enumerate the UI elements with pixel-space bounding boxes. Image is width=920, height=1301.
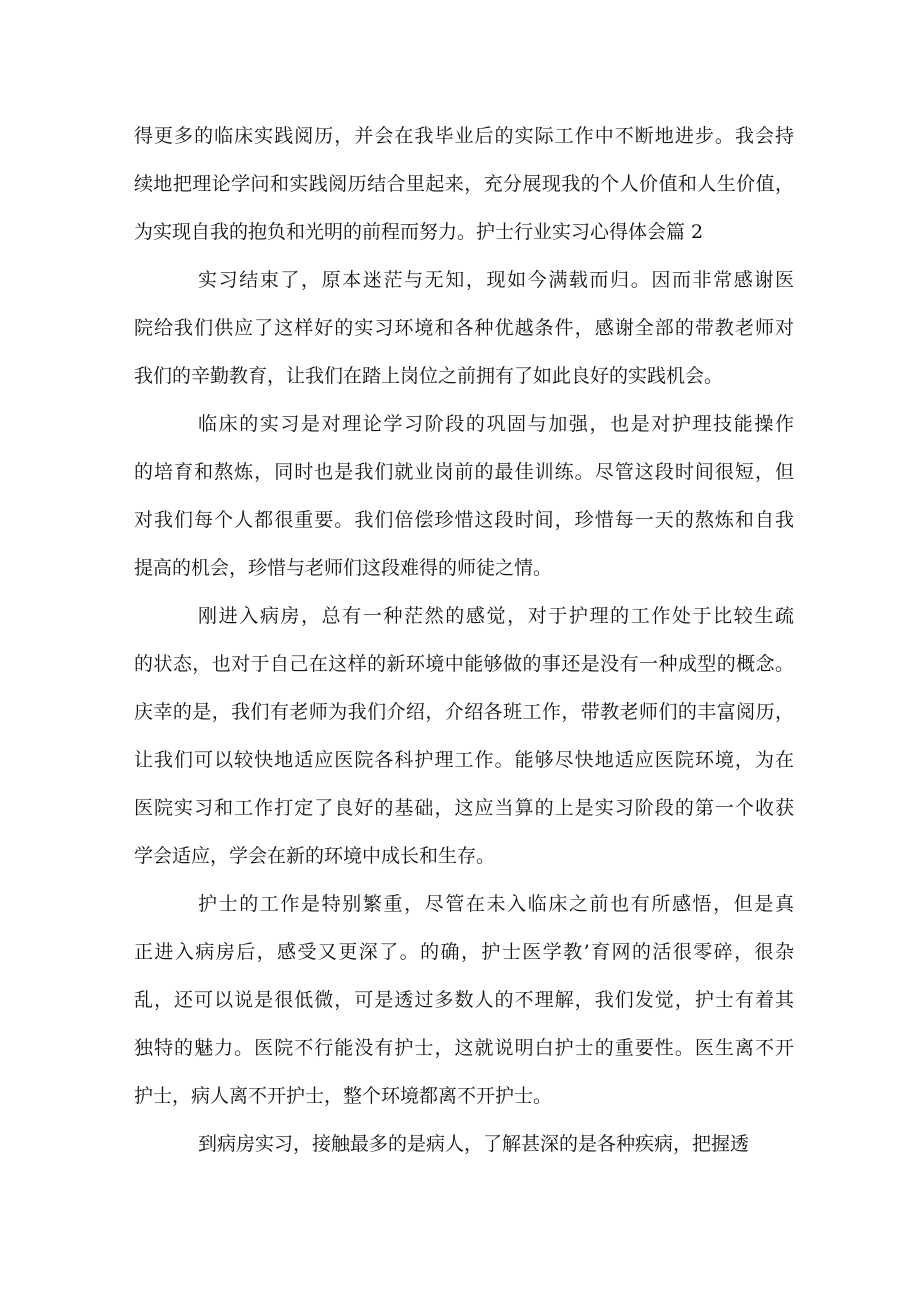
text-line: 续地把理论学问和实践阅历结合里起来，充分展现我的个人价值和人生价值， <box>134 173 794 195</box>
text-line: 实习结束了，原本迷茫与无知，现如今满载而归。因而非常感谢医 <box>198 269 794 291</box>
paragraph <box>134 112 794 256</box>
text-line: 临床的实习是对理论学习阶段的巩固与加强，也是对护理技能操作 <box>198 413 794 435</box>
text-line: 我们的辛勤教育，让我们在踏上岗位之前拥有了如此良好的实践机会。 <box>134 365 724 387</box>
document-body <box>134 112 794 1168</box>
paragraph <box>134 256 794 400</box>
text-line: 院给我们供应了这样好的实习环境和各种优越条件，感谢全部的带教老师对 <box>134 317 794 339</box>
text-line: 医院实习和工作打定了良好的基础，这应当算的上是实习阶段的第一个收获 <box>134 797 794 819</box>
text-line: 到病房实习，接触最多的是病人，了解甚深的是各种疾病，把握透 <box>198 1133 750 1155</box>
text-line: 护士的工作是特别繁重，尽管在未入临床之前也有所感悟，但是真 <box>198 893 794 915</box>
text-line: 得更多的临床实践阅历，并会在我毕业后的实际工作中不断地进步。我会持 <box>134 125 794 147</box>
text-line: 正进入病房后，感受又更深了。的确，护士医学教’育网的活很零碎，很杂 <box>134 941 794 963</box>
text-line: 的培育和熬炼，同时也是我们就业岗前的最佳训练。尽管这段时间很短，但 <box>134 461 794 483</box>
text-line: 护士，病人离不开护士，整个环境都离不开护士。 <box>134 1085 553 1107</box>
paragraph <box>134 592 794 880</box>
paragraph <box>134 880 794 1120</box>
text-line: 为实现自我的抱负和光明的前程而努力。护士行业实习心得体会篇 2 <box>134 221 704 243</box>
text-line: 乱，还可以说是很低微，可是透过多数人的不理解，我们发觉，护士有着其 <box>134 989 794 1011</box>
paragraph <box>134 1120 794 1168</box>
text-line: 独特的魅力。医院不行能没有护士，这就说明白护士的重要性。医生离不开 <box>134 1037 794 1059</box>
text-line: 对我们每个人都很重要。我们倍偿珍惜这段时间，珍惜每一天的熬炼和自我 <box>134 509 794 531</box>
text-line: 庆幸的是，我们有老师为我们介绍，介绍各班工作，带教老师们的丰富阅历， <box>134 701 794 723</box>
text-line: 学会适应，学会在新的环境中成长和生存。 <box>134 845 496 867</box>
text-line: 提高的机会，珍惜与老师们这段难得的师徒之情。 <box>134 557 553 579</box>
text-line: 让我们可以较快地适应医院各科护理工作。能够尽快地适应医院环境，为在 <box>134 749 794 771</box>
text-line: 的状态，也对于自己在这样的新环境中能够做的事还是没有一种成型的概念。 <box>134 653 794 675</box>
text-line: 刚进入病房，总有一种茫然的感觉，对于护理的工作处于比较生疏 <box>198 605 794 627</box>
paragraph <box>134 400 794 592</box>
